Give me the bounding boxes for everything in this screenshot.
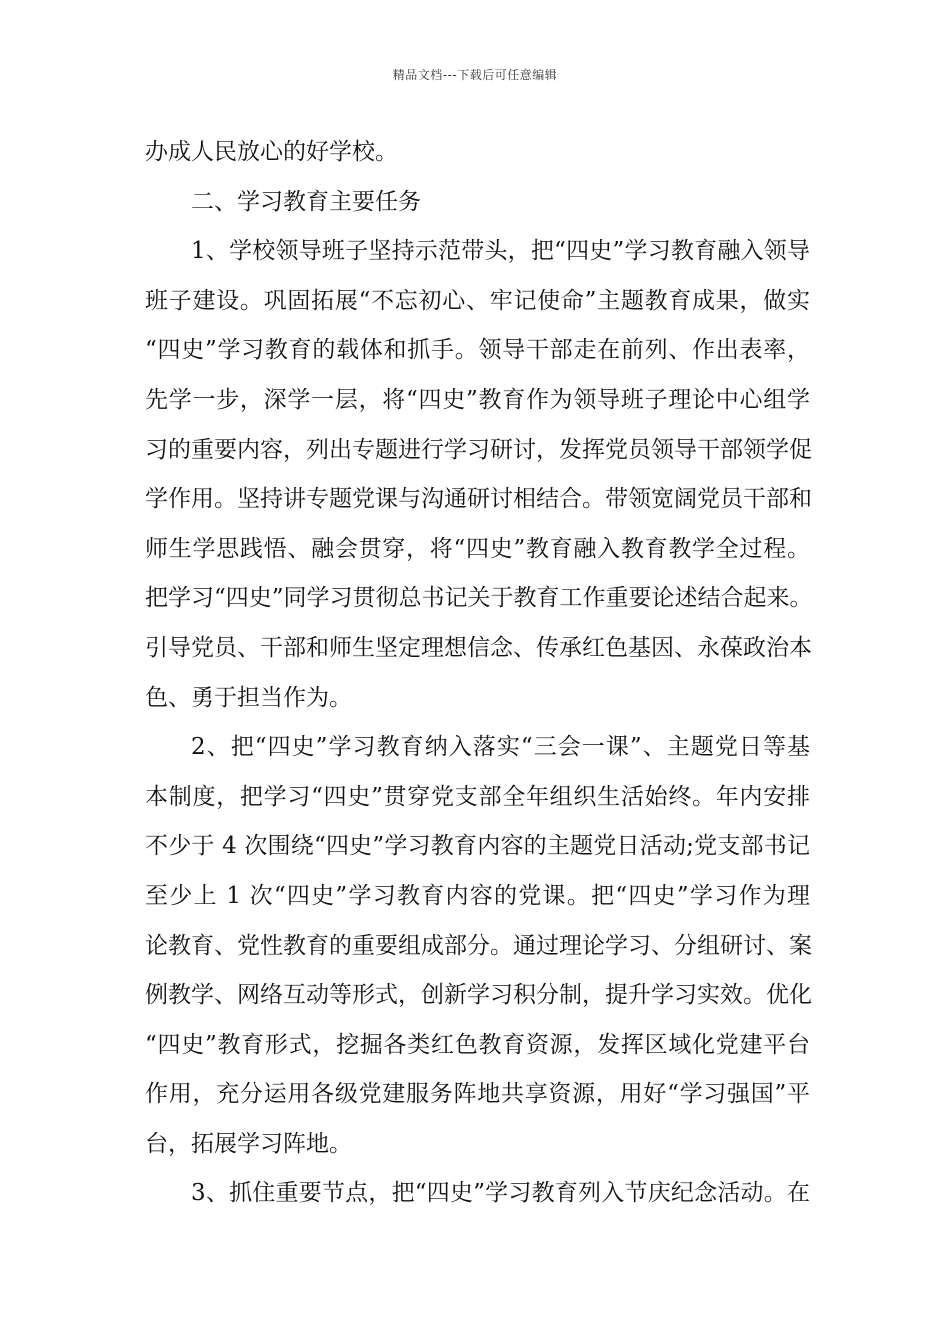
text-line: 把学习“四史”同学习贯彻总书记关于教育工作重要论述结合起来。: [145, 585, 813, 612]
text-line: 3、抓住重要节点，把“四史”学习教育列入节庆纪念活动。在: [191, 1180, 810, 1207]
text-line: “四史”教育形式，挖掘各类红色教育资源，发挥区域化党建平台: [145, 1031, 810, 1058]
text-line: 本制度，把学习“四史”贯穿党支部全年组织生活始终。年内安排: [145, 783, 810, 810]
text-line: 论教育、党性教育的重要组成部分。通过理论学习、分组研讨、案: [145, 932, 812, 959]
text-line: 2、把“四史”学习教育纳入落实“三会一课”、主题党日等基: [191, 734, 810, 761]
text-line: 作用，充分运用各级党建服务阵地共享资源，用好“学习强国”平: [145, 1081, 810, 1108]
text-line: 至少上 1 次“四史”学习教育内容的党课。把“四史”学习作为理: [145, 882, 810, 909]
text-line: 1、学校领导班子坚持示范带头，把“四史”学习教育融入领导: [191, 238, 810, 265]
text-line: 台，拓展学习阵地。: [145, 1130, 352, 1157]
text-line: 二、学习教育主要任务: [191, 188, 421, 215]
text-line: 不少于 4 次围绕“四史”学习教育内容的主题党日活动;党支部书记: [145, 833, 810, 860]
text-line: 先学一步，深学一层，将“四史”教育作为领导班子理论中心组学: [145, 386, 810, 413]
text-line: 学作用。坚持讲专题党课与沟通研讨相结合。带领宽阔党员干部和: [145, 486, 812, 513]
text-line: “四史”学习教育的载体和抓手。领导干部走在前列、作出表率，: [145, 337, 810, 364]
document-body: [145, 128, 813, 1219]
text-line: 色、勇于担当作为。: [145, 684, 352, 711]
page-header: 精品文档---下载后可任意编辑: [392, 68, 558, 82]
text-line: 引导党员、干部和师生坚定理想信念、传承红色基因、永葆政治本: [145, 634, 812, 661]
text-line: 例教学、网络互动等形式，创新学习积分制，提升学习实效。优化: [145, 982, 812, 1009]
text-line: 习的重要内容，列出专题进行学习研讨，发挥党员领导干部领学促: [145, 436, 812, 463]
text-line: 班子建设。巩固拓展“不忘初心、牢记使命”主题教育成果，做实: [145, 287, 810, 314]
text-line: 师生学思践悟、融会贯穿，将“四史”教育融入教育教学全过程。: [145, 535, 810, 562]
text-line: 办成人民放心的好学校。: [145, 139, 398, 165]
